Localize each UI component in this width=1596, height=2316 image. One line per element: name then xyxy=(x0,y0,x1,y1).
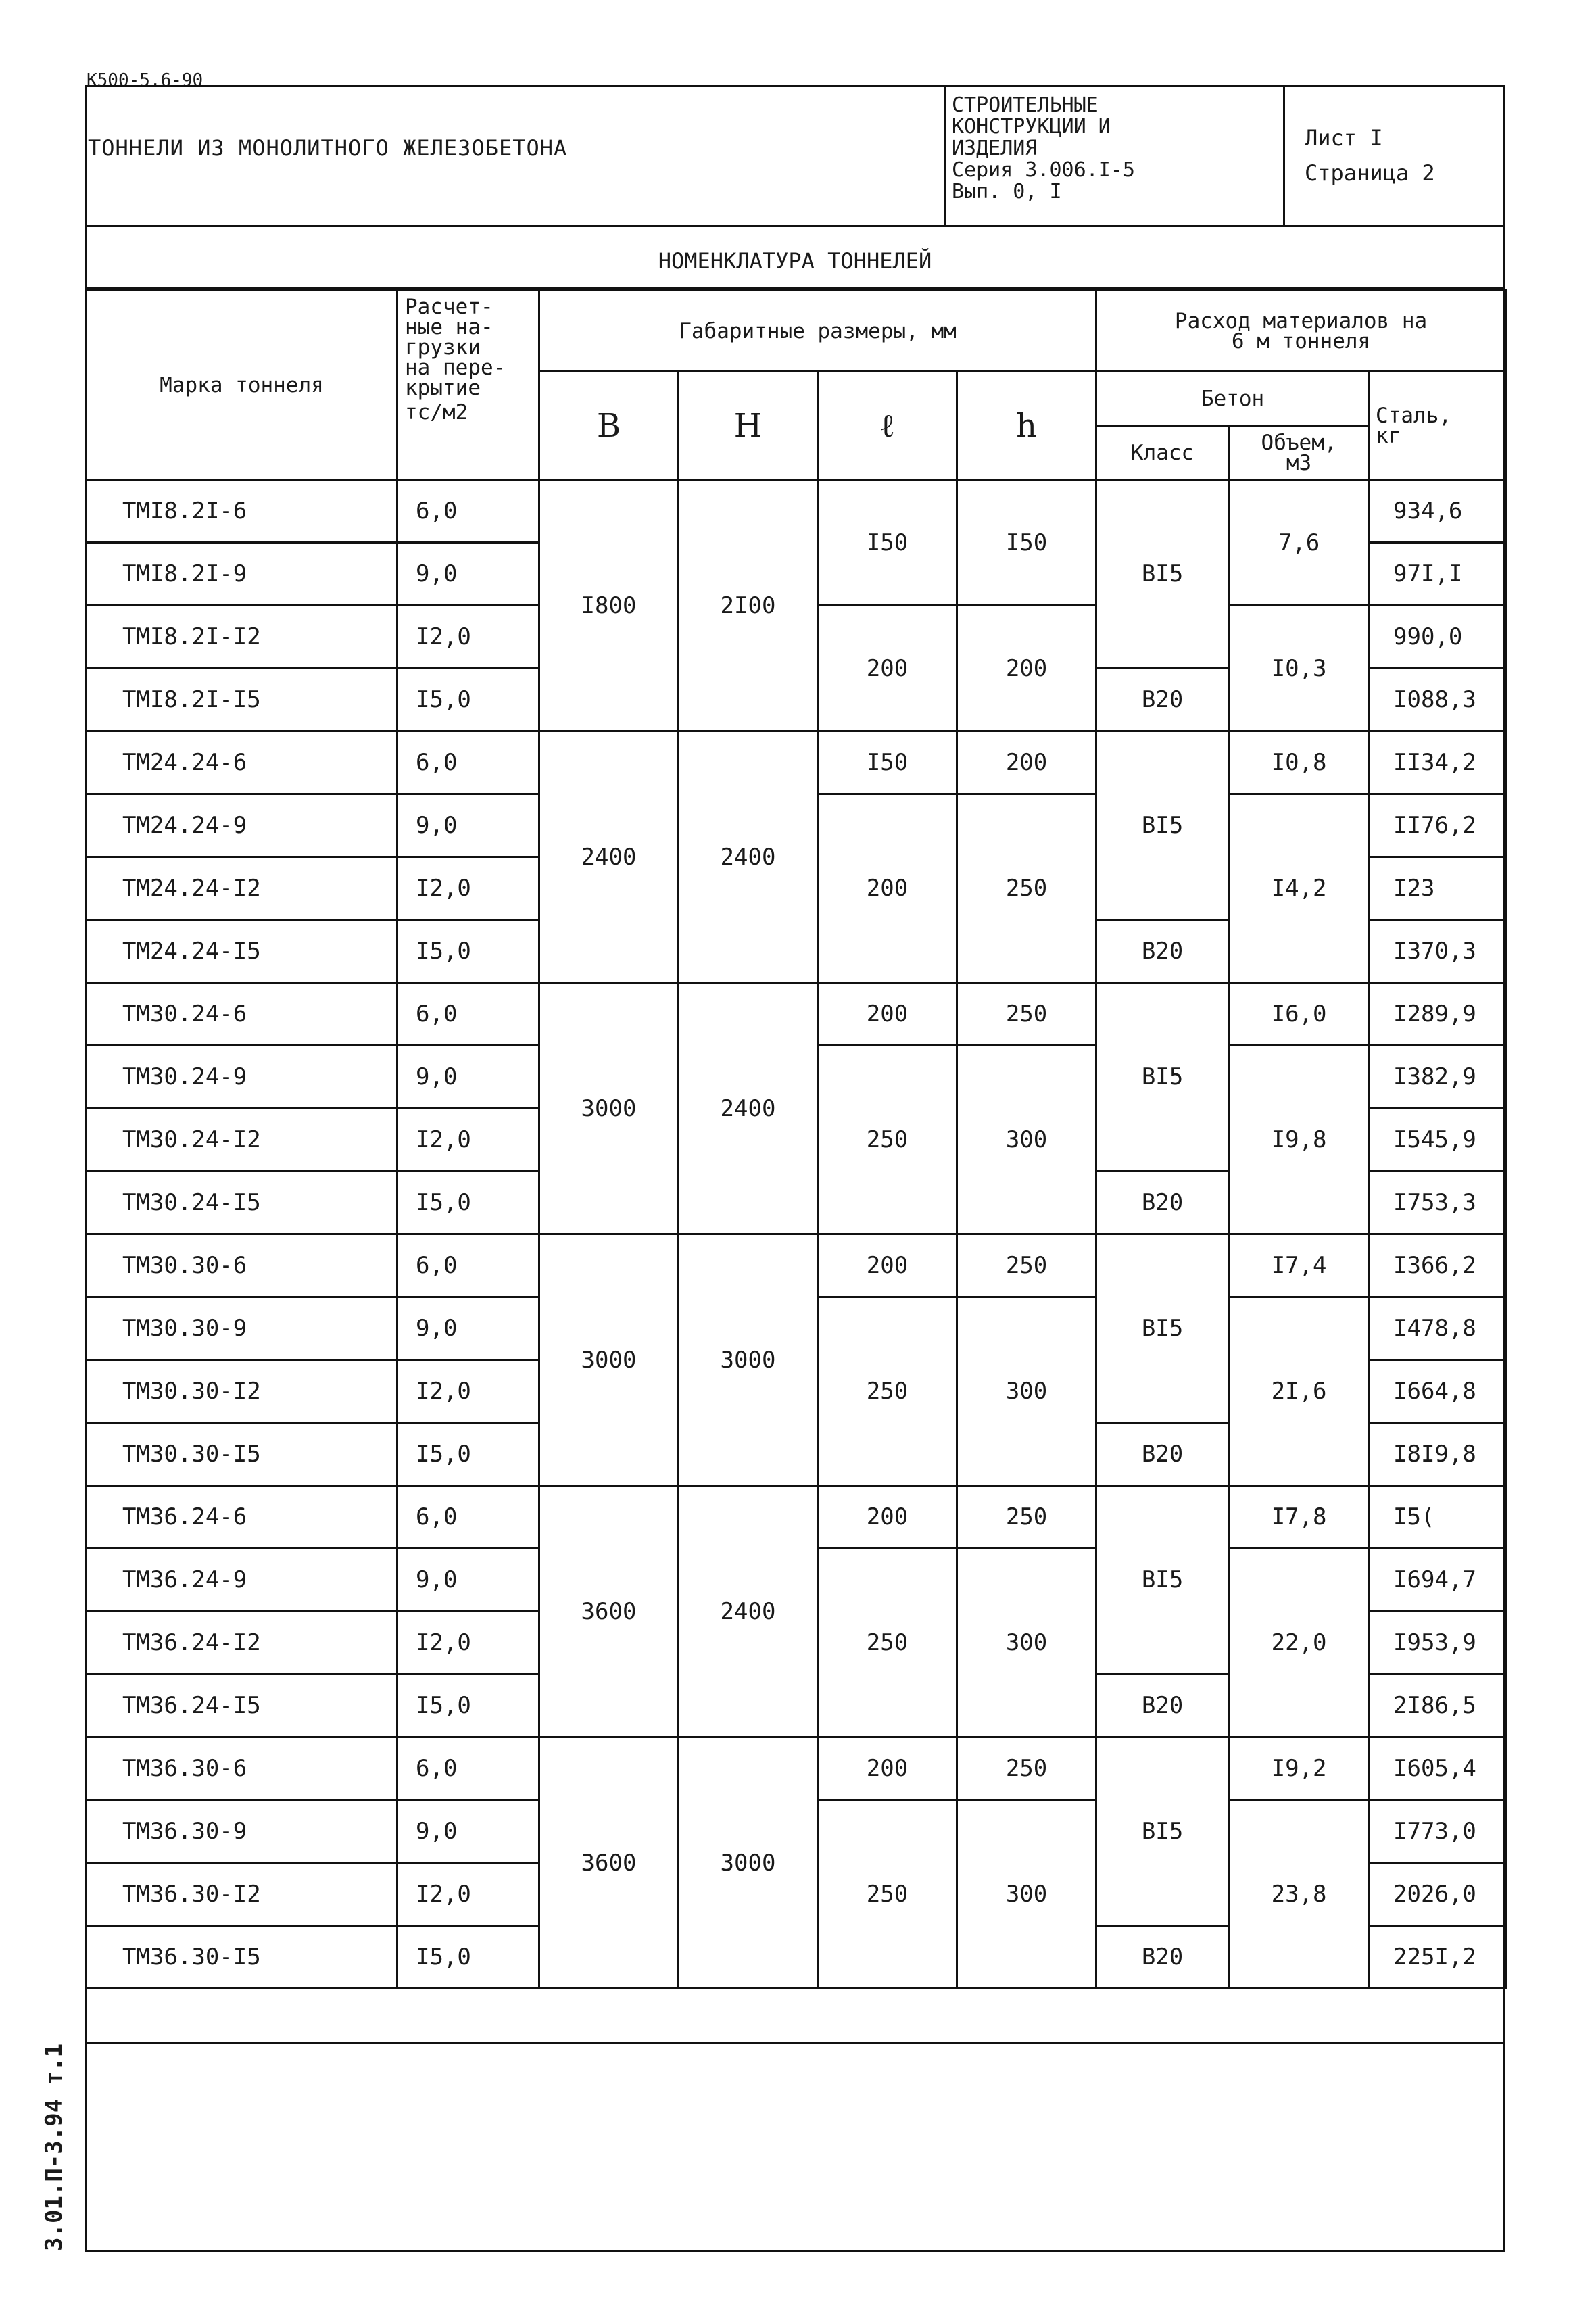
concrete-class: B20 xyxy=(1096,1172,1229,1234)
design-load: 6,0 xyxy=(397,480,539,543)
nomenclature-table xyxy=(85,289,1507,1989)
concrete-class: BI5 xyxy=(1096,1737,1229,1926)
steel-mass: 2026,0 xyxy=(1370,1863,1506,1926)
steel-mass: I8I9,8 xyxy=(1370,1423,1506,1486)
header-load-line: крытие xyxy=(405,376,481,400)
dimension-h: 2I00 xyxy=(679,480,818,731)
design-load: 6,0 xyxy=(397,1737,539,1800)
header-materials xyxy=(1096,291,1506,372)
header-volume-line: Объем, xyxy=(1261,430,1337,455)
tunnel-mark: ТМ30.30-I2 xyxy=(87,1360,397,1423)
design-load: 9,0 xyxy=(397,1046,539,1109)
concrete-volume: I0,3 xyxy=(1229,606,1370,731)
tunnel-mark: ТМ36.24-I5 xyxy=(87,1674,397,1737)
header-load xyxy=(397,291,539,480)
steel-mass: I694,7 xyxy=(1370,1549,1506,1612)
steel-mass: I370,3 xyxy=(1370,920,1506,983)
slab-thickness: 250 xyxy=(957,983,1096,1046)
tunnel-mark: ТМI8.2I-I5 xyxy=(87,669,397,731)
concrete-class: B20 xyxy=(1096,1674,1229,1737)
wall-thickness: 250 xyxy=(818,1046,957,1234)
concrete-class: B20 xyxy=(1096,1926,1229,1989)
header-volume xyxy=(1229,426,1370,480)
table-row xyxy=(87,480,1506,543)
design-load: I2,0 xyxy=(397,1612,539,1674)
header-steel-line: кг xyxy=(1376,423,1401,448)
design-load: 9,0 xyxy=(397,1549,539,1612)
steel-mass: I545,9 xyxy=(1370,1109,1506,1172)
wall-thickness: 200 xyxy=(818,1737,957,1800)
series-line: Серия 3.006.I-5 xyxy=(952,158,1135,182)
tunnel-mark: ТМ36.30-6 xyxy=(87,1737,397,1800)
slab-thickness: 300 xyxy=(957,1297,1096,1486)
slab-thickness: 250 xyxy=(957,1737,1096,1800)
header-h-height: H xyxy=(679,372,818,480)
slab-thickness: 250 xyxy=(957,1234,1096,1297)
steel-mass: I23 xyxy=(1370,857,1506,920)
steel-mass: 225I,2 xyxy=(1370,1926,1506,1989)
tunnel-mark: ТМ30.24-I5 xyxy=(87,1172,397,1234)
header-materials-line: Расход материалов на xyxy=(1174,308,1428,333)
design-load: I2,0 xyxy=(397,1109,539,1172)
slab-thickness: 300 xyxy=(957,1046,1096,1234)
slab-thickness: 200 xyxy=(957,606,1096,731)
tunnel-mark: ТМ36.24-I2 xyxy=(87,1612,397,1674)
design-load: 9,0 xyxy=(397,543,539,606)
series-line: СТРОИТЕЛЬНЫЕ xyxy=(952,93,1098,117)
concrete-volume: 23,8 xyxy=(1229,1800,1370,1989)
concrete-class: BI5 xyxy=(1096,731,1229,920)
dimension-h: 3000 xyxy=(679,1234,818,1486)
dimension-b: 3000 xyxy=(539,983,679,1234)
wall-thickness: 250 xyxy=(818,1549,957,1737)
header-b-width: B xyxy=(539,372,679,480)
design-load: I2,0 xyxy=(397,857,539,920)
concrete-volume: 7,6 xyxy=(1229,480,1370,606)
header-concrete: Бетон xyxy=(1096,372,1370,426)
tunnel-mark: ТМ36.24-9 xyxy=(87,1549,397,1612)
header-steel-line: Сталь, xyxy=(1376,403,1452,428)
tunnel-mark: ТМ30.30-I5 xyxy=(87,1423,397,1486)
wall-thickness: 200 xyxy=(818,983,957,1046)
concrete-volume: I9,2 xyxy=(1229,1737,1370,1800)
slab-thickness: 250 xyxy=(957,794,1096,983)
wall-thickness: 250 xyxy=(818,1800,957,1989)
table-row xyxy=(87,1234,1506,1297)
concrete-volume: I0,8 xyxy=(1229,731,1370,794)
document-code-stamp: К500-5.6-90 xyxy=(87,70,203,91)
steel-mass: I5( xyxy=(1370,1486,1506,1549)
tunnel-mark: ТМ30.24-9 xyxy=(87,1046,397,1109)
steel-mass: I773,0 xyxy=(1370,1800,1506,1863)
design-load: 6,0 xyxy=(397,1486,539,1549)
dimension-b: I800 xyxy=(539,480,679,731)
header-load-line: Расчет- xyxy=(405,295,493,319)
steel-mass: I088,3 xyxy=(1370,669,1506,731)
design-load: I5,0 xyxy=(397,1674,539,1737)
concrete-class: BI5 xyxy=(1096,983,1229,1172)
title-block-divider xyxy=(1283,85,1285,227)
series-info xyxy=(952,95,1135,203)
dimension-b: 3000 xyxy=(539,1234,679,1486)
design-load: I5,0 xyxy=(397,669,539,731)
wall-thickness: 200 xyxy=(818,794,957,983)
steel-mass: I664,8 xyxy=(1370,1360,1506,1423)
tunnel-mark: ТМ36.30-9 xyxy=(87,1800,397,1863)
concrete-volume: I4,2 xyxy=(1229,794,1370,983)
steel-mass: 97I,I xyxy=(1370,543,1506,606)
steel-mass: II34,2 xyxy=(1370,731,1506,794)
tunnel-mark: ТМI8.2I-9 xyxy=(87,543,397,606)
concrete-volume: I9,8 xyxy=(1229,1046,1370,1234)
dimension-b: 3600 xyxy=(539,1737,679,1989)
design-load: 6,0 xyxy=(397,731,539,794)
dimension-h: 2400 xyxy=(679,1486,818,1737)
table-bottom-line xyxy=(85,2042,1505,2044)
concrete-class: B20 xyxy=(1096,920,1229,983)
steel-mass: I382,9 xyxy=(1370,1046,1506,1109)
slab-thickness: 250 xyxy=(957,1486,1096,1549)
wall-thickness: 200 xyxy=(818,1234,957,1297)
tunnel-mark: ТМ36.24-6 xyxy=(87,1486,397,1549)
steel-mass: 2I86,5 xyxy=(1370,1674,1506,1737)
steel-mass: I366,2 xyxy=(1370,1234,1506,1297)
steel-mass: I953,9 xyxy=(1370,1612,1506,1674)
header-volume-line: м3 xyxy=(1286,450,1312,475)
header-h-slab: h xyxy=(957,372,1096,480)
header-mark: Марка тоннеля xyxy=(87,291,397,480)
steel-mass: II76,2 xyxy=(1370,794,1506,857)
tunnel-mark: ТМ30.24-6 xyxy=(87,983,397,1046)
wall-thickness: I50 xyxy=(818,731,957,794)
series-line: Вып. 0, I xyxy=(952,180,1062,203)
steel-mass: I753,3 xyxy=(1370,1172,1506,1234)
title-block-divider xyxy=(944,85,946,227)
header-steel xyxy=(1370,372,1506,480)
header-load-line: грузки xyxy=(405,335,481,360)
table-row xyxy=(87,1486,1506,1549)
slab-thickness: 300 xyxy=(957,1800,1096,1989)
wall-thickness: 250 xyxy=(818,1297,957,1486)
design-load: 6,0 xyxy=(397,983,539,1046)
tunnel-mark: ТМ24.24-I5 xyxy=(87,920,397,983)
steel-mass: I289,9 xyxy=(1370,983,1506,1046)
steel-mass: I605,4 xyxy=(1370,1737,1506,1800)
header-materials-line: 6 м тоннеля xyxy=(1231,329,1371,354)
design-load: 9,0 xyxy=(397,794,539,857)
design-load: I5,0 xyxy=(397,1172,539,1234)
tunnel-mark: ТМ24.24-9 xyxy=(87,794,397,857)
concrete-volume: I6,0 xyxy=(1229,983,1370,1046)
tunnel-mark: ТМ36.30-I5 xyxy=(87,1926,397,1989)
table-title: НОМЕНКЛАТУРА ТОННЕЛЕЙ xyxy=(85,227,1505,289)
table-row xyxy=(87,983,1506,1046)
concrete-class: BI5 xyxy=(1096,1486,1229,1674)
design-load: 6,0 xyxy=(397,1234,539,1297)
concrete-volume: 2I,6 xyxy=(1229,1297,1370,1486)
concrete-class: BI5 xyxy=(1096,1234,1229,1423)
wall-thickness: 200 xyxy=(818,606,957,731)
concrete-volume: 22,0 xyxy=(1229,1549,1370,1737)
concrete-class: B20 xyxy=(1096,1423,1229,1486)
concrete-volume: I7,4 xyxy=(1229,1234,1370,1297)
design-load: I2,0 xyxy=(397,606,539,669)
concrete-class: BI5 xyxy=(1096,480,1229,669)
tunnel-mark: ТМ24.24-6 xyxy=(87,731,397,794)
side-inventory-stamp: 3.01.П-3.94 т.1 xyxy=(41,2043,68,2251)
design-load: I2,0 xyxy=(397,1360,539,1423)
dimension-h: 3000 xyxy=(679,1737,818,1989)
concrete-volume: I7,8 xyxy=(1229,1486,1370,1549)
header-load-line: ные на- xyxy=(405,315,493,339)
dimension-h: 2400 xyxy=(679,983,818,1234)
design-load: I5,0 xyxy=(397,920,539,983)
tunnel-mark: ТМI8.2I-6 xyxy=(87,480,397,543)
header-class: Класс xyxy=(1096,426,1229,480)
page-number: Страница 2 xyxy=(1305,160,1435,186)
dimension-h: 2400 xyxy=(679,731,818,983)
design-load: 9,0 xyxy=(397,1297,539,1360)
dimension-b: 2400 xyxy=(539,731,679,983)
table-body xyxy=(87,480,1506,1989)
slab-thickness: 200 xyxy=(957,731,1096,794)
design-load: I2,0 xyxy=(397,1863,539,1926)
design-load: I5,0 xyxy=(397,1926,539,1989)
table-row xyxy=(87,731,1506,794)
wall-thickness: I50 xyxy=(818,480,957,606)
design-load: 9,0 xyxy=(397,1800,539,1863)
wall-thickness: 200 xyxy=(818,1486,957,1549)
steel-mass: I478,8 xyxy=(1370,1297,1506,1360)
tunnel-mark: ТМ30.24-I2 xyxy=(87,1109,397,1172)
sheet-number: Лист I xyxy=(1305,125,1383,151)
tunnel-mark: ТМ30.30-6 xyxy=(87,1234,397,1297)
header-dimensions: Габаритные размеры, мм xyxy=(539,291,1096,372)
header-load-line: тс/м2 xyxy=(405,400,468,425)
series-line: КОНСТРУКЦИИ И xyxy=(952,115,1111,139)
tunnel-mark: ТМ30.30-9 xyxy=(87,1297,397,1360)
slab-thickness: I50 xyxy=(957,480,1096,606)
tunnel-mark: ТМ36.30-I2 xyxy=(87,1863,397,1926)
slab-thickness: 300 xyxy=(957,1549,1096,1737)
tunnel-mark: ТМ24.24-I2 xyxy=(87,857,397,920)
steel-mass: 934,6 xyxy=(1370,480,1506,543)
sheet-info xyxy=(1305,120,1435,191)
series-line: ИЗДЕЛИЯ xyxy=(952,137,1038,160)
design-load: I5,0 xyxy=(397,1423,539,1486)
dimension-b: 3600 xyxy=(539,1486,679,1737)
concrete-class: B20 xyxy=(1096,669,1229,731)
tunnel-mark: ТМI8.2I-I2 xyxy=(87,606,397,669)
table-row xyxy=(87,1737,1506,1800)
steel-mass: 990,0 xyxy=(1370,606,1506,669)
header-b-wall: ℓ xyxy=(818,372,957,480)
document-title: ТОННЕЛИ ИЗ МОНОЛИТНОГО ЖЕЛЕЗОБЕТОНА xyxy=(88,135,568,161)
header-load-line: на пере- xyxy=(405,356,506,380)
